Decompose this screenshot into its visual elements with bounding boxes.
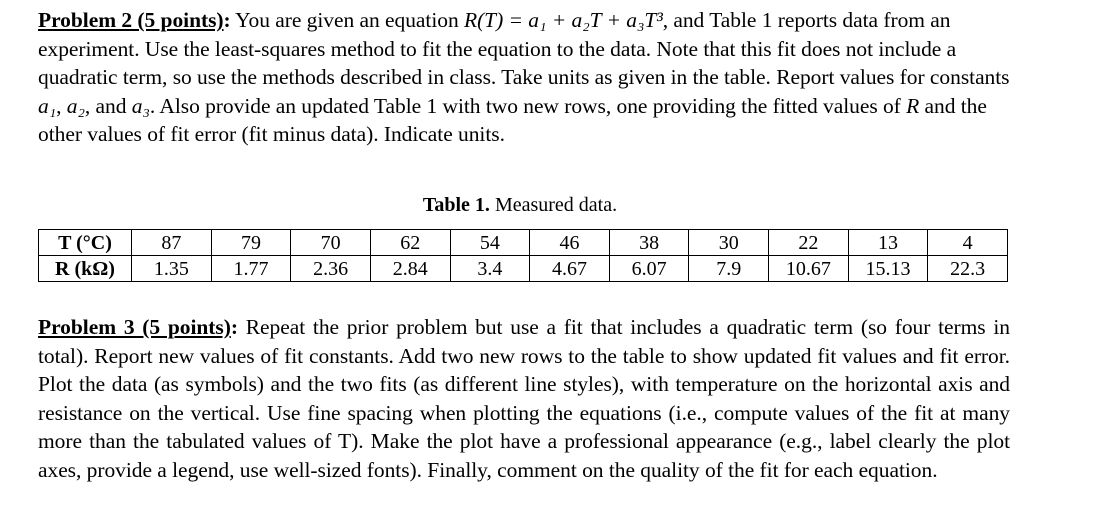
problem-2-equation: R(T) = a₁ + a₂T + a₃T³ [463,8,663,32]
table-cell: 13 [848,230,928,256]
table-cell: 6.07 [609,256,689,282]
table-cell: 7.9 [689,256,769,282]
table-cell: 22 [769,230,849,256]
table-cell: 3.4 [450,256,530,282]
problem-2-text-b: . Also provide an updated Table 1 with two new rows, one providing the fitted values of [149,93,907,118]
table-row-header: R (kΩ) [39,256,132,282]
table-cell: 54 [450,230,530,256]
problem-2-heading-colon: : [223,8,231,32]
constant-a2: a₂ [66,93,85,118]
constant-separator-2: , and [84,93,132,118]
measured-data-table [38,229,1008,282]
table-cell: 38 [609,230,689,256]
table-cell: 15.13 [848,256,928,282]
table-1-caption-label: Table 1. [422,194,490,216]
table-cell: 10.67 [769,256,849,282]
table-cell: 62 [370,230,450,256]
table-row-header: T (°C) [39,230,132,256]
problem-3-heading-colon: : [230,315,238,339]
constant-separator-1: , [56,93,67,118]
problem-2-intro-text: You are given an equation [230,8,464,32]
table-cell: 4 [928,230,1008,256]
table-cell: 2.84 [370,256,450,282]
table-cell: 4.67 [530,256,610,282]
table-cell: 1.77 [211,256,291,282]
table-row [39,256,1008,282]
table-row [39,230,1008,256]
table-1-caption [0,192,1040,218]
constant-a1: a₁ [38,93,57,118]
table-cell: 70 [291,230,371,256]
table-cell: 1.35 [132,256,212,282]
problem-2-heading: Problem 2 (5 points) [38,8,224,32]
problem-2-text-a: , and Table 1 reports data from an experiment. Use the least-squares method to fit the equation to the data. Note that this fit does not include a quadratic term, so use the methods described in class. Take units as given in the table. Report values for constants [38,8,1010,89]
table-cell: 2.36 [291,256,371,282]
problem-2-paragraph [38,6,1013,149]
constant-a3: a₃ [131,93,150,118]
table-1-caption-text: Measured data. [489,194,618,216]
problem-3-paragraph [38,313,1010,484]
variable-r: R [906,93,920,118]
measured-data-table-body [39,230,1008,282]
problem-3-body-text: Repeat the prior problem but use a fit that includes a quadratic term (so four terms in total). Report new values of fit constants. Add two new rows to the table to show updated fit values and fit error. Plot the data (as symbols) and the two fits (as different line styles), with temperature on the horizontal axis and resistance on the vertical. Use fine spacing when plotting the equations (i.e., compute values of the fit at many more than the tabulated values of T). Make the plot have a professional appearance (e.g., label clearly the plot axes, provide a legend, use well-sized fonts). Finally, comment on the quality of the fit for each equation. [38,315,1011,482]
table-cell: 79 [211,230,291,256]
table-cell: 46 [530,230,610,256]
table-cell: 87 [132,230,212,256]
table-cell: 22.3 [928,256,1008,282]
problem-2-text-c: and the other values of fit error (fit minus data). Indicate units. [38,93,987,146]
problem-3-heading: Problem 3 (5 points) [38,315,231,339]
table-cell: 30 [689,230,769,256]
